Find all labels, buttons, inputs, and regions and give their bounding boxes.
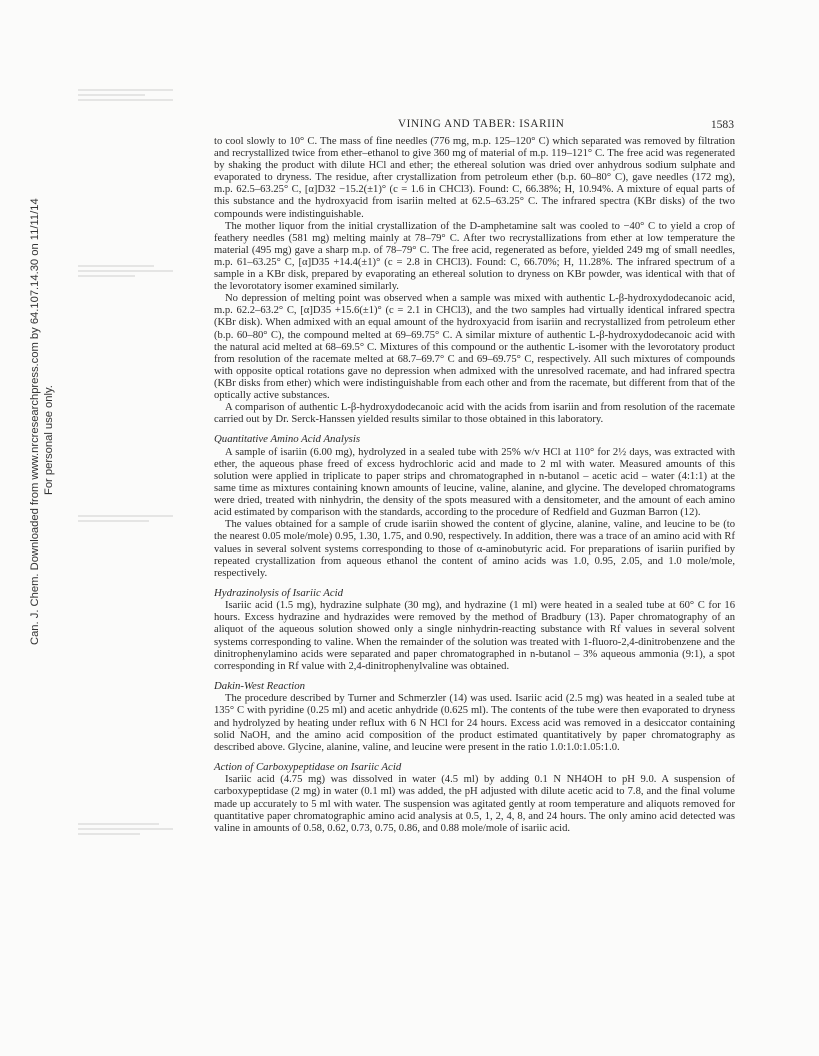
paragraph: A comparison of authentic L-β-hydroxydodecanoic acid with the acids from isariin and from resolution of the racemate carried out by Dr. Serck-Hanssen yielded results similar to those obtained in this laboratory.: [214, 402, 735, 426]
section-heading: Dakin-West Reaction: [214, 679, 306, 692]
paragraph: A sample of isariin (6.00 mg), hydrolyzed in a sealed tube with 25% w/v HCl at 110° for 2½ days, was extracted with ether, the aqueous phase freed of excess hydrochloric acid and made to 2 ml with water. Measured amounts of this solution were applied in triplicate to paper strips and chromatographed in n-butanol – acetic acid – water (4:1:1) at the same time as mixtures containing known amounts of leucine, valine, alanine, and glycine. The developed chromatograms were dried, treated with ninhydrin, the density of the spots measured with a densitometer, and the amount of each amino acid estimated by comparison with the standards, according to the procedure of Redfield and Guzman Barron (12).: [214, 446, 735, 519]
margin-smudge: [78, 86, 173, 104]
paragraph: The procedure described by Turner and Schmerzler (14) was used. Isariic acid (2.5 mg) was heated in a sealed tube at 135° C with pyridine (0.25 ml) and acetic anhydride (0.625 ml). The contents of the tube were then evaporated to dryness and hydrolyzed by heating under reflux with 6 N HCl for 24 hours. Excess acid was removed in a desiccator containing solid NaOH, and the amino acid composition of the product estimated quantitatively by paper chromatography as described above. Glycine, alanine, valine, and leucine were present in the ratio 1.0:1.0:1.05:1.0.: [214, 693, 735, 753]
running-head: VINING AND TABER: ISARIIN: [398, 118, 565, 130]
margin-smudge: [78, 820, 173, 838]
margin-smudge: [78, 512, 173, 525]
article-body: [214, 136, 735, 835]
paragraph: to cool slowly to 10° C. The mass of fine needles (776 mg, m.p. 125–120° C) which separated was removed by filtration and recrystallized twice from ether–ethanol to give 360 mg of material of m.p. 119–121° C. The free acid was regenerated by shaking the product with dilute HCl and ether; the ethereal solution was dried over anhydrous sodium sulphate and evaporated to dryness. The residue, after crystallization from petroleum ether (b.p. 60–80° C), gave needles (172 mg), m.p. 62.5–63.25° C, [α]D32 −15.2(±1)° (c = 1.6 in CHCl3). Found: C, 66.38%; H, 10.94%. A mixture of equal parts of this substance and the hydroxyacid from isariin melted at 62.5–63.25° C. The infrared spectra (KBr disks) of the two compounds were indistinguishable.: [214, 136, 735, 220]
section-heading: Action of Carboxypeptidase on Isariic Acid: [214, 760, 402, 773]
paragraph: The values obtained for a sample of crude isariin showed the content of glycine, alanine, valine, and leucine to be (to the nearest 0.05 mole/mole) 0.95, 1.30, 1.75, and 0.90, respectively. In addition, there was a trace of an amino acid with Rf values in several solvent systems corresponding to those of α-aminobutyric acid. For preparations of isariin purified by repeated crystallization from aqueous ethanol the content of amino acids was 1.0, 0.95, 2.05, and 1.0 mole/mole, respectively.: [214, 519, 735, 579]
download-watermark: [6, 175, 55, 645]
page-header: [214, 118, 734, 134]
section-heading: Quantitative Amino Acid Analysis: [214, 433, 361, 446]
page-number: 1583: [710, 118, 734, 131]
watermark-line-1: Can. J. Chem. Downloaded from www.nrcresearchpress.com by 64.107.14.30 on 11/11/14: [29, 198, 41, 645]
paragraph: The mother liquor from the initial crystallization of the D-amphetamine salt was cooled to −40° C to yield a crop of feathery needles (581 mg) melting mainly at 78–79° C. After two recrystallizations from ether at low temperature the material (495 mg) gave a sharp m.p. of 78–79° C. The free acid, regenerated as before, yielded 249 mg of small needles, m.p. 61–63.25° C, [α]D35 +14.4(±1)° (c = 2.8 in CHCl3). Found: C, 66.70%; H, 11.28%. The infrared spectrum of a sample in a KBr disk, prepared by evaporating an ethereal solution to dryness on KBr powder, was identical with that of the levorotatory isomer examined similarly.: [214, 220, 735, 293]
section-heading: Hydrazinolysis of Isariic Acid: [214, 586, 344, 599]
paragraph: Isariic acid (4.75 mg) was dissolved in water (4.5 ml) by adding 0.1 N NH4OH to pH 9.0. A suspension of carboxypeptidase (2 mg) in water (0.1 ml) was added, the pH adjusted with dilute acetic acid to 7.8, and the final volume made up accurately to 5 ml with water. The suspension was agitated gently at room temperature and aliquots removed for quantitative paper chromatographic amino acid analysis at 0.5, 1, 2, 4, 8, and 24 hours. The only amino acid detected was valine in amounts of 0.58, 0.62, 0.73, 0.75, 0.86, and 0.88 mole/mole of isariic acid.: [214, 774, 735, 834]
paragraph: No depression of melting point was observed when a sample was mixed with authentic L-β-hydroxydodecanoic acid, m.p. 62.2–63.2° C, [α]D35 +15.6(±1)° (c = 2.1 in CHCl3), and the two samples had virtually identical infrared spectra (KBr disk). When admixed with an equal amount of the hydroxyacid from isariin and recrystallized from petroleum ether (b.p. 60–80° C), the compound melted at 69–69.75° C. A similar mixture of authentic L-β-hydroxydodecanoic acid with the natural acid melted at 68–69.5° C. Mixtures of this compound or the authentic L-isomer with the levorotatory product from resolution of the racemate melted at 68.7–69.7° C and 69–69.75° C, respectively. All such mixtures of compounds with opposite optical rotations gave no depression when admixed with the unresolved racemate, and had infrared spectra (KBr disks from ether) which were indistinguishable from each other and from the racemate, but different from that of the optically active substances.: [214, 293, 735, 401]
watermark-line-2: For personal use only.: [43, 385, 55, 495]
paragraph: Isariic acid (1.5 mg), hydrazine sulphate (30 mg), and hydrazine (1 ml) were heated in a sealed tube at 60° C for 16 hours. Excess hydrazine and hydrazides were removed by the method of Bradbury (13). Paper chromatography of an aliquot of the aqueous solution showed only a single ninhydrin-reacting substance with Rf values in several solvent systems corresponding to valine. When the remainder of the solution was treated with 1-fluoro-2,4-dinitrobenzene and the dinitrophenylamino acids were separated and paper chromatographed in n-butanol – 3% aqueous ammonia (9:1), a spot corresponding in Rf value with 2,4-dinitrophenylvaline was obtained.: [214, 600, 735, 672]
margin-smudge: [78, 262, 173, 280]
